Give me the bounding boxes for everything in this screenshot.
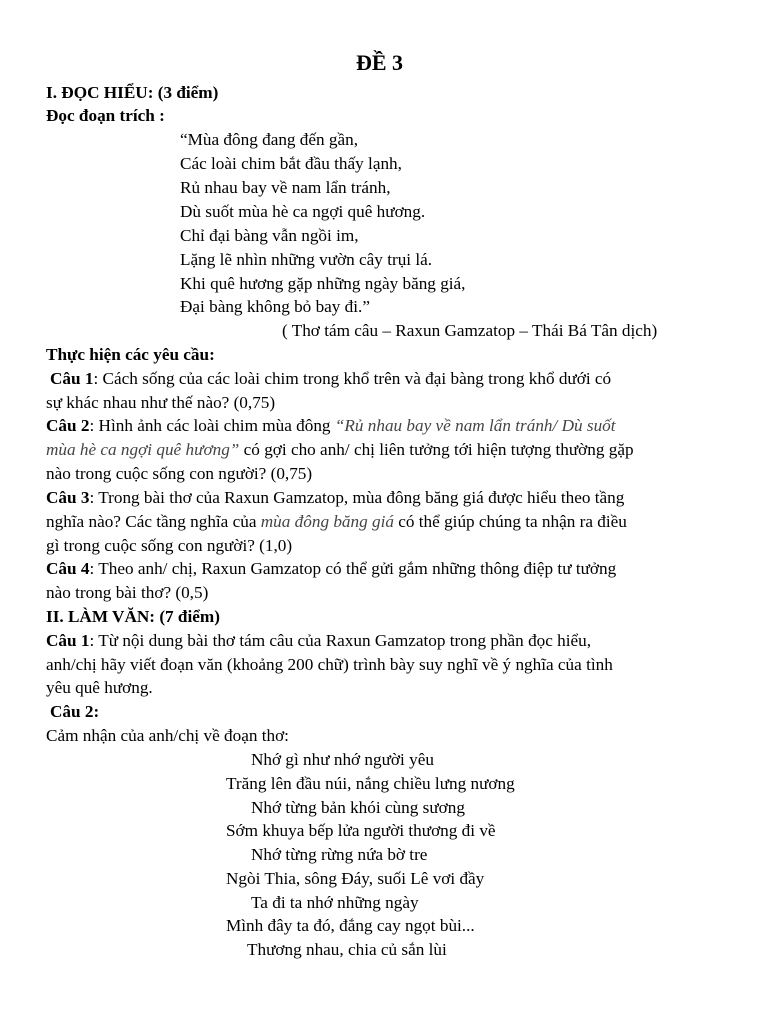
poem-line: Nhớ từng bản khói cùng sương <box>251 798 465 817</box>
poem-line: Nhớ gì như nhớ người yêu <box>251 750 434 769</box>
question-2 <box>46 415 616 437</box>
poem-line: Khi quê hương gặp những ngày băng giá, <box>180 274 466 293</box>
poem-line: Thương nhau, chia củ sắn lùi <box>247 940 447 959</box>
poem-line: Sớm khuya bếp lửa người thương đi về <box>226 821 496 840</box>
essay-question-1 <box>46 630 591 652</box>
section2-heading: II. LÀM VĂN: (7 điểm) <box>46 607 220 626</box>
question-4 <box>46 558 616 580</box>
question-text: nghĩa nào? Các tầng nghĩa của <box>46 512 261 531</box>
poem-line: Nhớ từng rừng nứa bờ tre <box>251 845 428 864</box>
question-text: : Theo anh/ chị, Raxun Gamzatop có thể gửi gắm những thông điệp tư tưởng <box>89 559 617 578</box>
question-3 <box>46 487 624 509</box>
poem-line: Ngòi Thia, sông Đáy, suối Lê vơi đầy <box>226 869 485 888</box>
essay-question-1-cont: anh/chị hãy viết đoạn văn (khoảng 200 chữ) trình bày suy nghĩ về ý nghĩa của tình <box>46 655 613 674</box>
poem-line: Dù suốt mùa hè ca ngợi quê hương. <box>180 202 426 221</box>
italic-phrase: mùa đông băng giá <box>260 512 394 531</box>
question-label: Câu 3 <box>46 488 90 507</box>
poem-source: ( Thơ tám câu – Raxun Gamzatop – Thái Bá Tân dịch) <box>282 321 658 340</box>
quoted-verse: “Rủ nhau bay về nam lẩn tránh/ Dù suốt <box>334 416 616 435</box>
poem-line: Đại bàng không bỏ bay đi.” <box>180 297 370 316</box>
question-2-cont: nào trong cuộc sống con người? (0,75) <box>46 464 313 483</box>
quoted-verse: mùa hè ca ngợi quê hương” <box>46 440 240 459</box>
question-text: có thể giúp chúng ta nhận ra điều <box>393 512 627 531</box>
essay-question-1-cont: yêu quê hương. <box>46 678 153 697</box>
poem-line: Chỉ đại bàng vẫn ngồi im, <box>180 226 359 245</box>
question-text: có gợi cho anh/ chị liên tưởng tới hiện tượng thường gặp <box>239 440 634 459</box>
question-4-cont: nào trong bài thơ? (0,5) <box>46 583 209 602</box>
poem-line: Rủ nhau bay về nam lẩn tránh, <box>180 178 391 197</box>
poem-line: Mình đây ta đó, đắng cay ngọt bùi... <box>226 916 475 935</box>
poem-line: Các loài chim bắt đầu thấy lạnh, <box>180 154 402 173</box>
question-label: Câu 4 <box>46 559 90 578</box>
poem-line: “Mùa đông đang đến gần, <box>180 130 359 149</box>
essay-question-2-label: Câu 2: <box>50 702 100 721</box>
tasks-heading: Thực hiện các yêu cầu: <box>46 345 215 364</box>
question-1 <box>50 368 611 390</box>
reading-intro: Đọc đoạn trích : <box>46 106 165 125</box>
question-label: Câu 1 <box>46 631 90 650</box>
page-title: ĐỀ 3 <box>356 50 404 75</box>
question-3-cont: gì trong cuộc sống con người? (1,0) <box>46 536 293 555</box>
question-text: : Cách sống của các loài chim trong khổ trên và đại bàng trong khổ dưới có <box>93 369 612 388</box>
section1-heading: I. ĐỌC HIỂU: (3 điểm) <box>46 83 219 102</box>
poem-line: Ta đi ta nhớ những ngày <box>251 893 419 912</box>
poem-line: Trăng lên đầu núi, nắng chiều lưng nương <box>226 774 515 793</box>
essay-question-2-prompt: Cảm nhận của anh/chị về đoạn thơ: <box>46 726 289 745</box>
question-label: Câu 1 <box>50 369 94 388</box>
question-text: : Hình ảnh các loài chim mùa đông <box>89 416 335 435</box>
question-text: : Từ nội dung bài thơ tám câu của Raxun Gamzatop trong phần đọc hiểu, <box>89 631 592 650</box>
poem-line: Lặng lẽ nhìn những vườn cây trụi lá. <box>180 250 433 269</box>
question-label: Câu 2 <box>46 416 90 435</box>
question-text: : Trong bài thơ của Raxun Gamzatop, mùa đông băng giá được hiểu theo tầng <box>89 488 625 507</box>
question-3-cont <box>46 511 627 533</box>
question-1-cont: sự khác nhau như thế nào? (0,75) <box>46 393 276 412</box>
question-2-cont <box>46 439 634 461</box>
